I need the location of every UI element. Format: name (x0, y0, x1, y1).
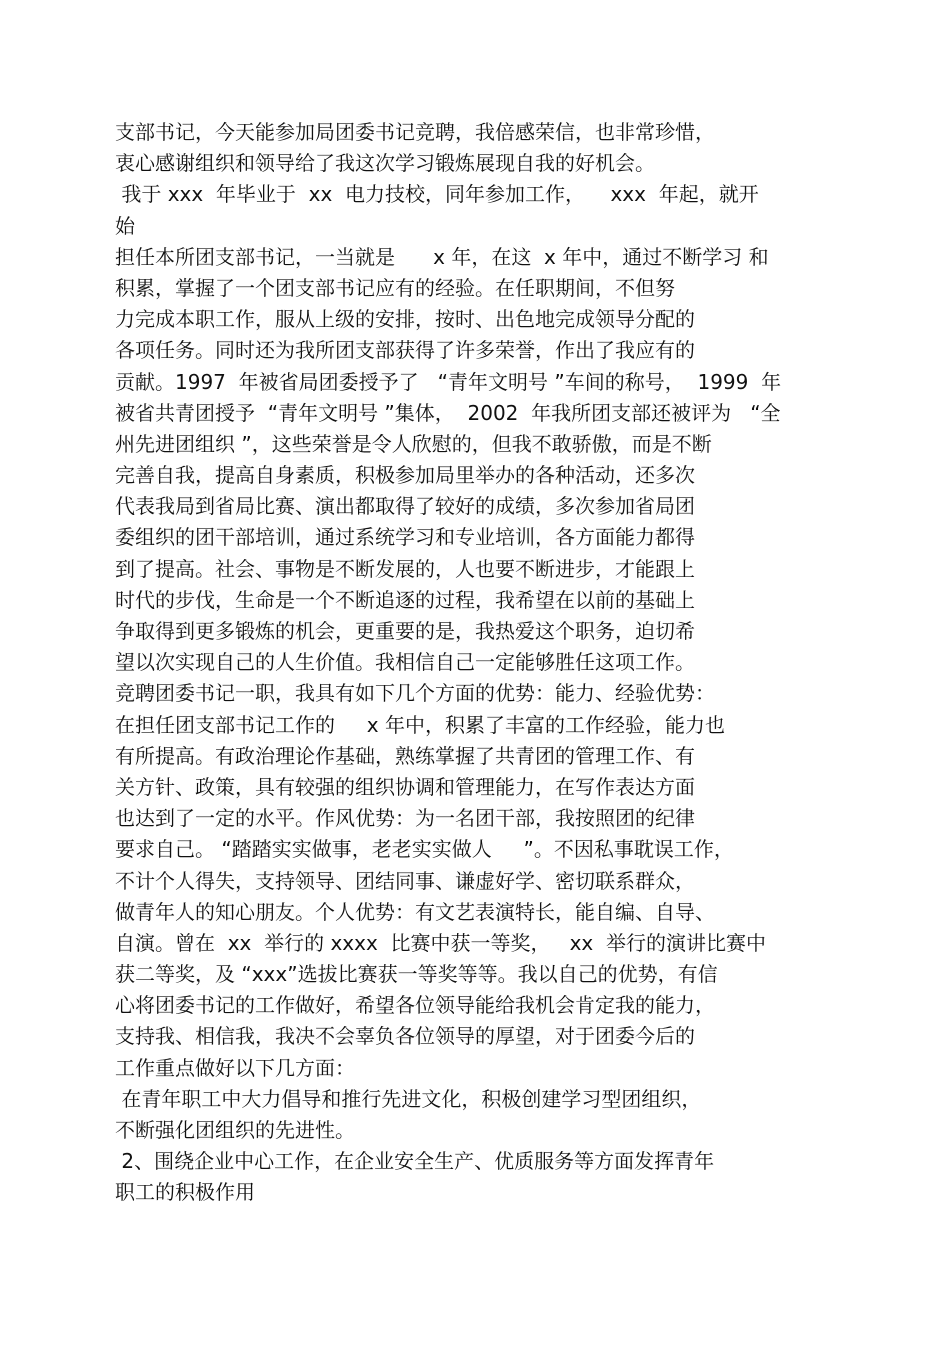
text-line: 做青年人的知心朋友。个人优势：有文艺表演特长，能自编、自导、 (115, 899, 715, 924)
text-line: 在担任团支部书记工作的 x 年中，积累了丰富的工作经验，能力也 (115, 712, 725, 737)
text-line: 争取得到更多锻炼的机会，更重要的是，我热爱这个职务，迫切希 (115, 619, 695, 643)
text-line: 支持我、相信我，我决不会辜负各位领导的厚望，对于团委今后的 (115, 1024, 695, 1049)
text-line: 在青年职工中大力倡导和推行先进文化，积极创建学习型团组织， (115, 1086, 702, 1111)
text-line: 始 (115, 213, 135, 238)
text-line: 衷心感谢组织和领导给了我这次学习锻炼展现自我的好机会。 (115, 151, 655, 176)
text-line: 各项任务。同时还为我所团支部获得了许多荣誉，作出了我应有的 (115, 338, 695, 363)
text-line: 也达到了一定的水平。作风优势：为一名团干部，我按照团的纪律 (115, 806, 695, 831)
text-line: 积累，掌握了一个团支部书记应有的经验。在任职期间，不但努 (115, 275, 675, 300)
text-line: 不断强化团组织的先进性。 (115, 1118, 355, 1142)
text-line: 2、围绕企业中心工作，在企业安全生产、优质服务等方面发挥青年 (115, 1149, 715, 1174)
text-line: 工作重点做好以下几方面： (115, 1055, 355, 1080)
text-line: 担任本所团支部书记，一当就是 x 年，在这 x 年中，通过不断学习 和 (115, 244, 769, 269)
text-line: 关方针、政策，具有较强的组织协调和管理能力，在写作表达方面 (115, 774, 695, 799)
text-line: 不计个人得失，支持领导、团结同事、谦虚好学、密切联系群众， (115, 868, 695, 893)
text-line: 代表我局到省局比赛、演出都取得了较好的成绩，多次参加省局团 (115, 494, 695, 519)
text-line: 望以次实现自己的人生价值。我相信自己一定能够胜任这项工作。 (115, 650, 695, 675)
text-line: 心将团委书记的工作做好，希望各位领导能给我机会肯定我的能力， (115, 993, 715, 1018)
text-line: 力完成本职工作，服从上级的安排，按时、出色地完成领导分配的 (115, 307, 695, 332)
text-line: 职工的积极作用 (115, 1180, 255, 1205)
text-line: 州先进团组织 ”，这些荣誉是令人欣慰的，但我不敢骄傲，而是不断 (115, 431, 712, 456)
text-line: 有所提高。有政治理论作基础，熟练掌握了共青团的管理工作、有 (115, 743, 695, 768)
text-line: 到了提高。社会、事物是不断发展的，人也要不断进步，才能跟上 (115, 556, 695, 581)
body-text (115, 117, 835, 1209)
text-line: 获二等奖，及 “xxx”选拔比赛获一等奖等等。我以自己的优势，有信 (115, 962, 718, 987)
text-line: 支部书记，今天能参加局团委书记竞聘，我倍感荣信，也非常珍惜， (115, 120, 715, 144)
text-line: 完善自我，提高自身素质，积极参加局里举办的各种活动，还多次 (115, 463, 695, 488)
text-line: 竞聘团委书记一职，我具有如下几个方面的优势：能力、经验优势： (115, 681, 715, 706)
text-line: 贡献。1997 年被省局团委授予了 “青年文明号 ”车间的称号， 1999 年 (115, 369, 782, 394)
text-line: 委组织的团干部培训，通过系统学习和专业培训，各方面能力都得 (115, 525, 695, 550)
text-line: 要求自己。 “踏踏实实做事，老老实实做人 ”。不因私事耽误工作， (115, 837, 734, 862)
text-line: 被省共青团授予 “青年文明号 ”集体， 2002 年我所团支部还被评为 “全 (115, 400, 781, 425)
text-line: 我于 xxx 年毕业于 xx 电力技校，同年参加工作， xxx 年起，就开 (115, 182, 759, 207)
text-line: 自演。曾在 xx 举行的 xxxx 比赛中获一等奖， xx 举行的演讲比赛中 (115, 930, 766, 955)
text-line: 时代的步伐，生命是一个不断追逐的过程，我希望在以前的基础上 (115, 587, 695, 612)
